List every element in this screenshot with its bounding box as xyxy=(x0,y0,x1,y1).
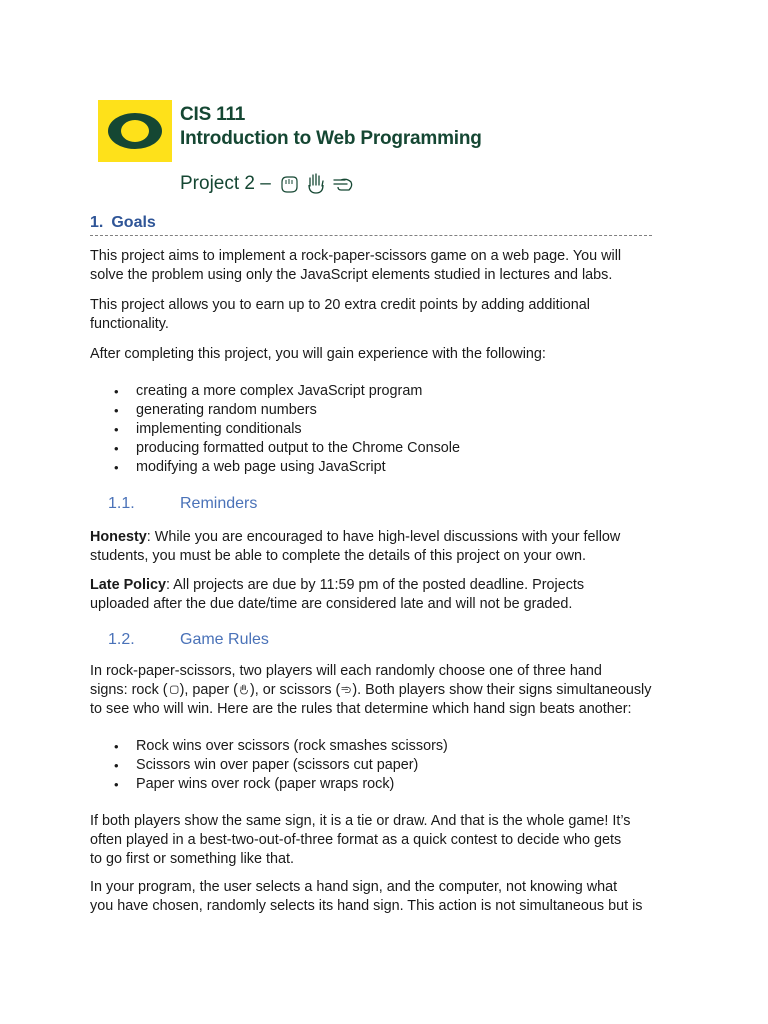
text-line xyxy=(90,576,690,595)
course-title: Introduction to Web Programming xyxy=(180,128,482,149)
paper-hand-icon xyxy=(304,172,328,196)
honesty-label: Honesty xyxy=(90,529,147,545)
list-item: • generating random numbers xyxy=(112,401,460,420)
goals-list xyxy=(112,382,460,477)
list-item: • modifying a web page using JavaScript xyxy=(112,458,460,477)
rock-hand-icon xyxy=(168,683,180,696)
list-item: • implementing conditionals xyxy=(112,420,460,439)
late-policy-label: Late Policy xyxy=(90,577,166,593)
goals-paragraph-2 xyxy=(90,296,690,334)
text-line: often played in a best-two-out-of-three format as a quick contest to decide who gets xyxy=(90,832,622,848)
section-goals-heading xyxy=(90,214,652,236)
honesty-paragraph xyxy=(90,528,690,566)
section-title: Goals xyxy=(111,214,156,231)
text-line: students, you must be able to complete the details of this project on your own. xyxy=(90,548,586,564)
project-title xyxy=(180,172,355,196)
text-span: : All projects are due by 11:59 pm of the posted deadline. Projects xyxy=(165,577,585,593)
program-paragraph xyxy=(90,878,690,916)
game-rules-list xyxy=(112,737,448,794)
section-number: 1. xyxy=(90,214,104,231)
goals-paragraph-3: After completing this project, you will gain experience with the following: xyxy=(90,346,546,362)
section-game-rules-heading xyxy=(108,631,269,649)
project-label: Project 2 – xyxy=(180,173,271,194)
o-logo-icon xyxy=(104,109,166,153)
section-title: Game Rules xyxy=(180,631,269,648)
text-line: If both players show the same sign, it is a tie or draw. And that is the whole game! It’s xyxy=(90,813,631,829)
text-line: solve the problem using only the JavaScript elements studied in lectures and labs. xyxy=(90,267,613,283)
list-item: • producing formatted output to the Chrome Console xyxy=(112,439,460,458)
section-number: 1.1. xyxy=(108,495,135,512)
text-line xyxy=(90,528,690,547)
text-line: This project allows you to earn up to 20 extra credit points by adding additional xyxy=(90,297,590,313)
text-span: ), or scissors ( xyxy=(249,682,341,698)
text-line: In your program, the user selects a hand sign, and the computer, not knowing what xyxy=(90,879,618,895)
paper-hand-icon xyxy=(238,683,250,696)
list-item: • Scissors win over paper (scissors cut paper) xyxy=(112,756,448,775)
goals-paragraph-1 xyxy=(90,247,690,285)
rock-hand-icon xyxy=(277,172,301,196)
text-span: ), paper ( xyxy=(179,682,238,698)
text-line: to go first or something like that. xyxy=(90,851,294,867)
text-line: In rock-paper-scissors, two players will each randomly choose one of three hand xyxy=(90,663,602,679)
section-title: Reminders xyxy=(180,495,258,512)
late-policy-paragraph xyxy=(90,576,690,614)
scissors-hand-icon xyxy=(331,172,355,196)
list-item: • creating a more complex JavaScript program xyxy=(112,382,460,401)
course-code: CIS 111 xyxy=(180,104,246,125)
text-line: This project aims to implement a rock-paper-scissors game on a web page. You will xyxy=(90,248,622,264)
tie-paragraph xyxy=(90,812,690,869)
text-line: uploaded after the due date/time are considered late and will not be graded. xyxy=(90,596,573,612)
text-line xyxy=(90,681,690,700)
section-number: 1.2. xyxy=(108,631,135,648)
scissors-hand-icon xyxy=(340,683,352,696)
text-line: you have chosen, randomly selects its hand sign. This action is not simultaneous but is xyxy=(90,898,643,914)
game-rules-intro xyxy=(90,662,690,719)
text-span: ). Both players show their signs simultaneously xyxy=(352,682,652,698)
text-span: signs: rock ( xyxy=(90,682,168,698)
text-line: to see who will win. Here are the rules that determine which hand sign beats another: xyxy=(90,701,632,717)
text-span: : While you are encouraged to have high-level discussions with your fellow xyxy=(146,529,621,545)
section-reminders-heading xyxy=(108,495,257,513)
university-logo xyxy=(98,100,172,162)
text-line: functionality. xyxy=(90,316,169,332)
list-item: • Paper wins over rock (paper wraps rock) xyxy=(112,775,448,794)
list-item: • Rock wins over scissors (rock smashes scissors) xyxy=(112,737,448,756)
